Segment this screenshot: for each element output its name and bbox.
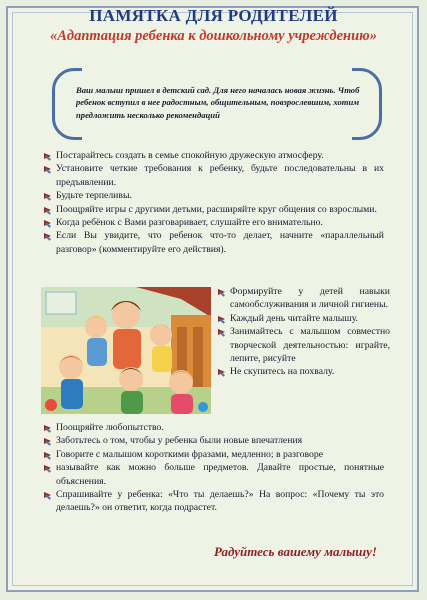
page-subtitle: «Адаптация ребенка к дошкольному учреждению» [49,28,377,44]
list-item: Не скупитесь на похвалу. [218,365,390,378]
list-item: Поощряйте игры с другими детьми, расширяйте круг общения со взрослыми. [44,203,384,216]
arrow-bullet-icon [44,463,53,472]
recommendations-list-top [44,149,384,256]
arrow-bullet-icon [44,490,53,499]
closing-slogan: Радуйтесь вашему малышу! [214,544,377,559]
arrow-bullet-icon [44,151,53,160]
arrow-bullet-icon [218,287,227,296]
list-item: Будьте терпеливы. [44,189,384,202]
list-item: Если Вы увидите, что ребенок что-то делает, начните «параллельный разговор» (комментируйте его действия). [44,229,384,256]
list-item: Постарайтесь создать в семье спокойную дружескую атмосферу. [44,149,384,162]
list-item: Говорите с малышом короткими фразами, медленно; в разговоре [44,448,384,461]
list-item: Формируйте у детей навыки самообслуживания и личной гигиены. [218,285,390,312]
list-item: Поощряйте любопытство. [44,421,384,434]
family-picture [41,287,211,414]
list-item: Когда ребёнок с Вами разговаривает, слушайте его внимательно. [44,216,384,229]
recommendations-list-bottom [44,421,384,515]
list-item: Занимайтесь с малышом совместно творческой деятельностью: играйте, лепите, рисуйте [218,325,390,365]
arrow-bullet-icon [44,423,53,432]
list-item: Спрашивайте у ребенка: «Что ты делаешь?» На вопрос: «Почему ты это делаешь?» он ответит, когда подрастет. [44,488,384,515]
list-item: называйте как можно больше предметов. Давайте простые, понятные объяснения. [44,461,384,488]
arrow-bullet-icon [44,231,53,240]
arrow-bullet-icon [44,205,53,214]
arrow-bullet-icon [218,327,227,336]
arrow-bullet-icon [44,164,53,173]
arrow-bullet-icon [44,191,53,200]
list-item: Каждый день читайте малышу. [218,312,390,325]
intro-text: Ваш малыш пришел в детский сад. Для него началась новая жизнь. Чтоб ребенок вступил в нее радостным, общительным, повзрослевшим, хотим предложить несколько рекомендаций [76,85,360,120]
arrow-bullet-icon [44,450,53,459]
list-item: Заботьтесь о том, чтобы у ребенка были новые впечатления [44,434,384,447]
arrow-bullet-icon [44,218,53,227]
list-item: Установите четкие требования к ребенку, будьте последовательны в их предъявлении. [44,162,384,189]
page-title: ПАМЯТКА ДЛЯ РОДИТЕЛЕЙ [89,6,338,25]
family-illustration [41,287,211,414]
arrow-bullet-icon [44,436,53,445]
arrow-bullet-icon [218,314,227,323]
recommendations-list-right [218,285,390,379]
arrow-bullet-icon [218,367,227,376]
